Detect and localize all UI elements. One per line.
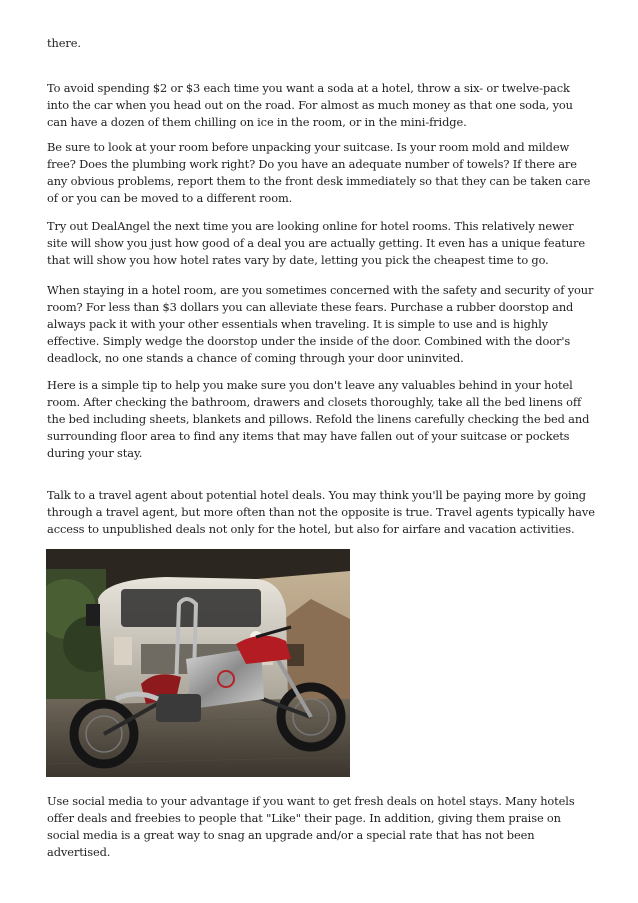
paragraph-travel-agent: Talk to a travel agent about potential hotel deals. You may think you'll be paying more by going through a travel agent, but more often than not the opposite is true. Travel agents typically have access to unpublished deals not only for the hotel, but also for airfare and vacation activities.	[47, 488, 595, 536]
paragraph-doorstop: When staying in a hotel room, are you sometimes concerned with the safety and security of your room? For less than $3 dollars you can alleviate these fears. Purchase a rubber doorstop and always pack it with your other essentials when traveling. It is simple to use and is highly effective. Simply wedge the doorstop under the inside of the door. Combined with the door's deadlock, no one stands a chance of coming through your door uninvited.	[47, 283, 594, 365]
paragraph-valuables: Here is a simple tip to help you make sure you don't leave any valuables behind in your hotel room. After checking the bathroom, drawers and closets thoroughly, take all the bed linens off the bed including sheets, blankets and pillows. Refold the linens carefully checking the bed and surrounding floor area to find any items that may have fallen out of your suitcase or pockets during your stay.	[47, 378, 590, 460]
motorcycle-illustration	[46, 549, 350, 777]
paragraph-soda-tip: To avoid spending $2 or $3 each time you want a soda at a hotel, throw a six- or twelve-pack into the car when you head out on the road. For almost as much money as that one soda, you can have a dozen of them chilling on ice in the room, or in the mini-fridge.	[47, 81, 573, 129]
motorcycle-photo	[46, 549, 350, 777]
paragraph-room-check: Be sure to look at your room before unpacking your suitcase. Is your room mold and mildew free? Does the plumbing work right? Do you have an adequate number of towels? If there are any obvious problems, report them to the front desk immediately so that they can be taken care of or you can be moved to a different room.	[47, 140, 591, 205]
paragraph-dealangel: Try out DealAngel the next time you are looking online for hotel rooms. This relatively newer site will show you just how good of a deal you are actually getting. It even has a unique feature that will show you how hotel rates vary by date, letting you pick the cheapest time to go.	[47, 219, 585, 267]
paragraph-social-media: Use social media to your advantage if you want to get fresh deals on hotel stays. Many hotels offer deals and freebies to people that "Like" their page. In addition, giving them praise on social media is a great way to snag an upgrade and/or a special rate that has not been advertised.	[47, 794, 575, 859]
paragraph-continuation: there.	[47, 36, 81, 50]
